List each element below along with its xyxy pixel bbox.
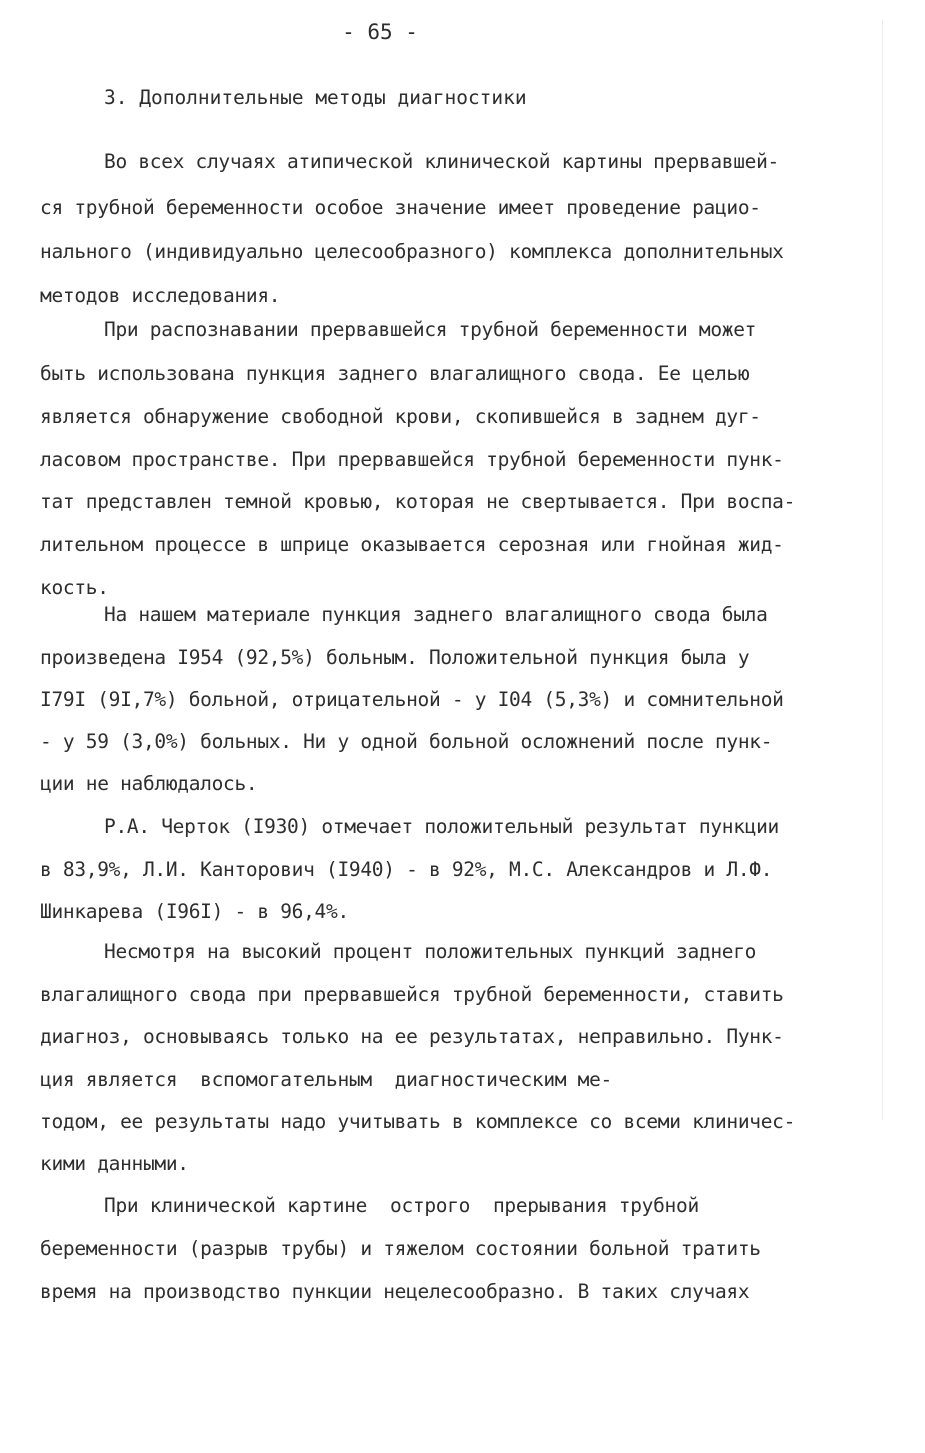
text-line: произведена I954 (92,5%) больным. Положительной пункция была у	[40, 646, 750, 669]
text-line: лительном процессе в шприце оказывается серозная или гнойная жид-	[40, 533, 784, 556]
text-line: влагалищного свода при прервавшейся трубной беременности, ставить	[40, 983, 784, 1006]
text-line: При распознавании прервавшейся трубной беременности может	[104, 318, 757, 341]
text-line: кость.	[40, 576, 109, 599]
text-line: ция является вспомогательным диагностическим ме-	[40, 1068, 613, 1091]
text-line: является обнаружение свободной крови, скопившейся в заднем дуг-	[40, 405, 761, 428]
text-line: кими данными.	[40, 1152, 189, 1175]
text-line: беременности (разрыв трубы) и тяжелом состоянии больной тратить	[40, 1237, 761, 1260]
text-line: диагноз, основываясь только на ее результатах, неправильно. Пунк-	[40, 1025, 784, 1048]
text-line: Несмотря на высокий процент положительных пункций заднего	[104, 940, 757, 963]
text-line: Шинкарева (I96I) - в 96,4%.	[40, 900, 349, 923]
text-line: ции не наблюдалось.	[40, 772, 258, 795]
text-line: ся трубной беременности особое значение имеет проведение рацио-	[40, 196, 761, 219]
text-line: - у 59 (3,0%) больных. Ни у одной больной осложнений после пунк-	[40, 730, 773, 753]
text-line: I79I (9I,7%) больной, отрицательной - у I04 (5,3%) и сомнительной	[40, 688, 784, 711]
text-line: быть использована пункция заднего влагалищного свода. Ее целью	[40, 362, 750, 385]
text-line: тодом, ее результаты надо учитывать в комплексе со всеми клиничес-	[40, 1110, 796, 1133]
section-heading: 3. Дополнительные методы диагностики	[104, 86, 527, 109]
page-number: - 65 -	[342, 20, 418, 44]
text-line: Р.А. Черток (I930) отмечает положительный результат пункции	[104, 815, 779, 838]
text-line: нального (индивидуально целесообразного) комплекса дополнительных	[40, 240, 784, 263]
scan-edge-line	[882, 20, 883, 1120]
text-line: ласовом пространстве. При прервавшейся трубной беременности пунк-	[40, 448, 784, 471]
text-line: На нашем материале пункция заднего влагалищного свода была	[104, 603, 768, 626]
text-line: методов исследования.	[40, 284, 281, 307]
text-line: При клинической картине острого прерывания трубной	[104, 1194, 699, 1217]
text-line: в 83,9%, Л.И. Канторович (I940) - в 92%, М.С. Александров и Л.Ф.	[40, 858, 773, 881]
text-line: тат представлен темной кровью, которая не свертывается. При воспа-	[40, 490, 796, 513]
text-line: время на производство пункции нецелесообразно. В таких случаях	[40, 1280, 750, 1303]
text-line: Во всех случаях атипической клинической картины прервавшей-	[104, 150, 779, 173]
